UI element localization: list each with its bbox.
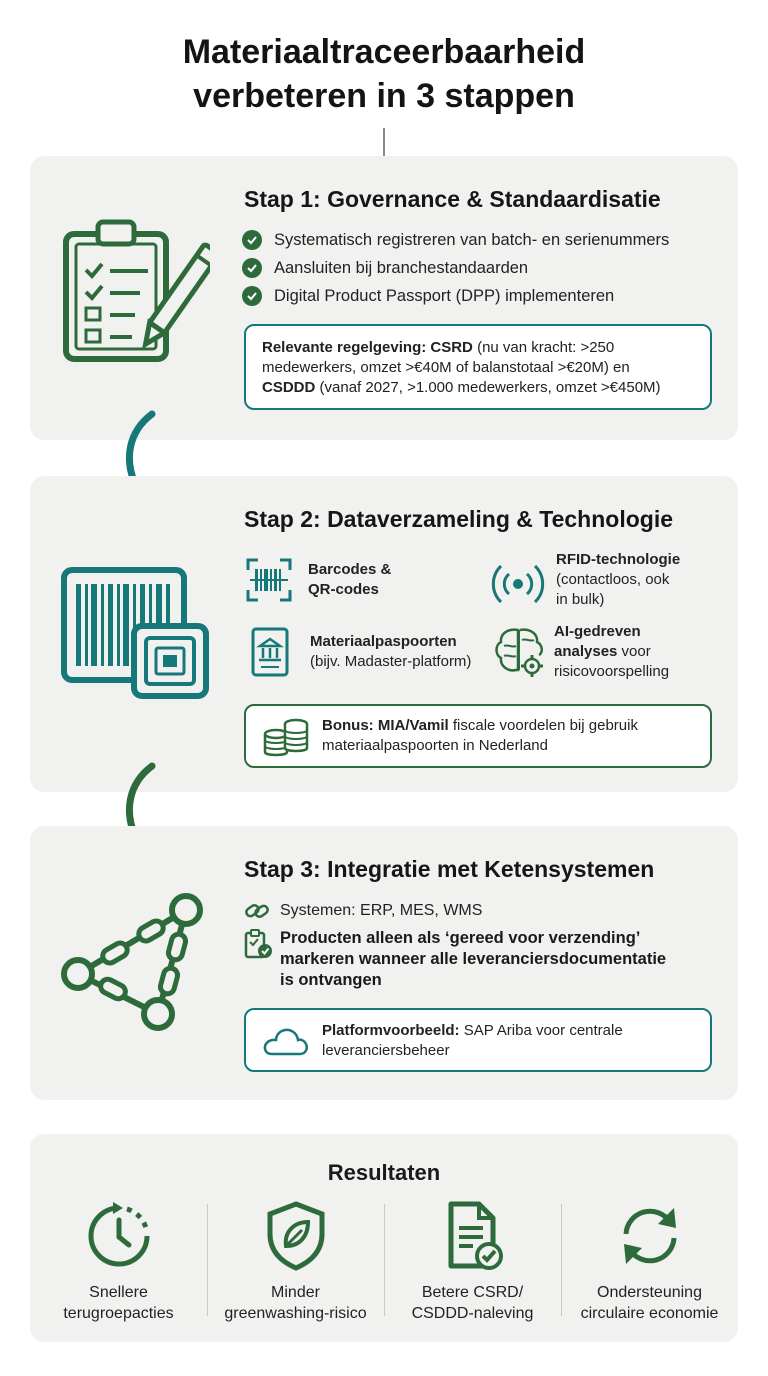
systems-text: Systemen: ERP, MES, WMS: [280, 902, 483, 919]
barcode-scan-icon: [244, 556, 294, 604]
brain-gear-icon: [492, 624, 546, 680]
bonus-text-1: fiscale voordelen bij gebruik: [448, 717, 638, 734]
list-item: [242, 226, 669, 254]
list-item: [242, 282, 669, 310]
results-title: Resultaten: [327, 1160, 441, 1185]
clipboard-checklist-pencil-icon: [60, 216, 210, 366]
bullet-text: Systematisch registreren van batch- en serienummers: [274, 230, 670, 249]
barcodes-line-1: Barcodes &: [308, 561, 392, 578]
step-2-title: Stap 2: Dataverzameling & Technologie: [244, 506, 674, 532]
result-line-1: Ondersteuning: [597, 1284, 702, 1301]
regulation-text-2: medewerkers, omzet >€40M of balanstotaal >€20M) en: [262, 359, 630, 376]
step-3-title: Stap 3: Integratie met Ketensystemen: [244, 856, 655, 882]
regulation-box: [244, 324, 712, 410]
platform-text-2: leveranciersbeheer: [322, 1042, 450, 1059]
rfid-line-1: (contactloos, ook: [556, 571, 670, 588]
ready-line-3: is ontvangen: [280, 971, 382, 989]
feature-ai-analyses: [492, 624, 669, 682]
rfid-signal-icon: [490, 560, 546, 608]
result-line-1: Minder: [271, 1284, 320, 1301]
cloud-icon: [260, 1024, 310, 1058]
regulation-label: Relevante regelgeving: CSRD: [262, 339, 473, 356]
list-item: [242, 254, 669, 282]
shield-leaf-icon: [260, 1200, 332, 1272]
result-line-2: terugroepacties: [63, 1305, 174, 1322]
bonus-text-2: materiaalpaspoorten in Nederland: [322, 737, 548, 754]
chain-network-icon: [60, 888, 210, 1036]
step-3-panel: [30, 826, 738, 1100]
bullet-text: Aansluiten bij branchestandaarden: [274, 258, 529, 277]
passports-line-1: (bijv. Madaster-platform): [310, 653, 472, 670]
feature-barcodes: [244, 556, 391, 604]
title-line-1: Materiaaltraceerbaarheid: [182, 33, 586, 71]
ai-line-2b: voor: [617, 643, 651, 660]
result-item: [384, 1200, 561, 1330]
barcode-rfid-chip-icon: [60, 564, 210, 700]
step-1-bullet-list: [242, 226, 669, 310]
recycle-arrows-icon: [614, 1200, 686, 1272]
clock-icon: [83, 1200, 155, 1272]
passports-title: Materiaalpaspoorten: [310, 633, 457, 650]
ai-line-2: analyses: [554, 643, 618, 660]
regulation-text-3: (vanaf 2027, >1.000 medewerkers, omzet >€450M): [315, 379, 661, 396]
coins-stack-icon: [262, 716, 310, 758]
barcodes-line-2: QR-codes: [308, 581, 379, 598]
regulation-label-2: CSDDD: [262, 379, 316, 396]
regulation-text-1: (nu van kracht: >250: [472, 339, 615, 356]
document-check-icon: [437, 1200, 509, 1272]
ready-line-1: Producten alleen als ‘gereed voor verzending’: [280, 929, 641, 947]
title-line-2: verbeteren in 3 stappen: [193, 77, 575, 115]
check-circle-icon: [242, 286, 262, 306]
result-line-1: Betere CSRD/: [421, 1284, 524, 1301]
step-2-panel: [30, 476, 738, 792]
bonus-box: [244, 704, 712, 768]
clipboard-check-icon: [244, 928, 274, 960]
result-line-2: greenwashing-risico: [224, 1305, 367, 1322]
page-title: [0, 30, 768, 118]
ai-line-1: AI-gedreven: [554, 623, 641, 640]
result-line-2: circulaire economie: [580, 1305, 719, 1322]
platform-label: Platformvoorbeeld:: [322, 1022, 460, 1039]
rfid-title: RFID-technologie: [556, 551, 681, 568]
results-panel: [30, 1134, 738, 1342]
result-item: [207, 1200, 384, 1330]
ready-rule: [244, 928, 666, 991]
step-1-panel: [30, 156, 738, 440]
feature-rfid: [490, 550, 680, 610]
ai-line-3: risicovoorspelling: [554, 663, 670, 680]
result-item: [30, 1200, 207, 1330]
result-item: [561, 1200, 738, 1330]
platform-box: [244, 1008, 712, 1072]
systems-row: [244, 900, 482, 922]
bonus-label: Bonus: MIA/Vamil: [322, 717, 449, 734]
feature-material-passports: [250, 626, 471, 680]
check-circle-icon: [242, 258, 262, 278]
check-circle-icon: [242, 230, 262, 250]
result-line-2: CSDDD-naleving: [411, 1305, 534, 1322]
rfid-line-2: in bulk): [556, 591, 605, 608]
passport-building-icon: [250, 626, 294, 680]
link-chain-icon: [244, 900, 270, 922]
ready-line-2: markeren wanneer alle leveranciersdocumentatie: [280, 950, 667, 968]
result-line-1: Snellere: [89, 1284, 148, 1301]
bullet-text: Digital Product Passport (DPP) implementeren: [274, 286, 615, 305]
platform-text-1: SAP Ariba voor centrale: [459, 1022, 623, 1039]
step-1-title: Stap 1: Governance & Standaardisatie: [244, 186, 661, 212]
